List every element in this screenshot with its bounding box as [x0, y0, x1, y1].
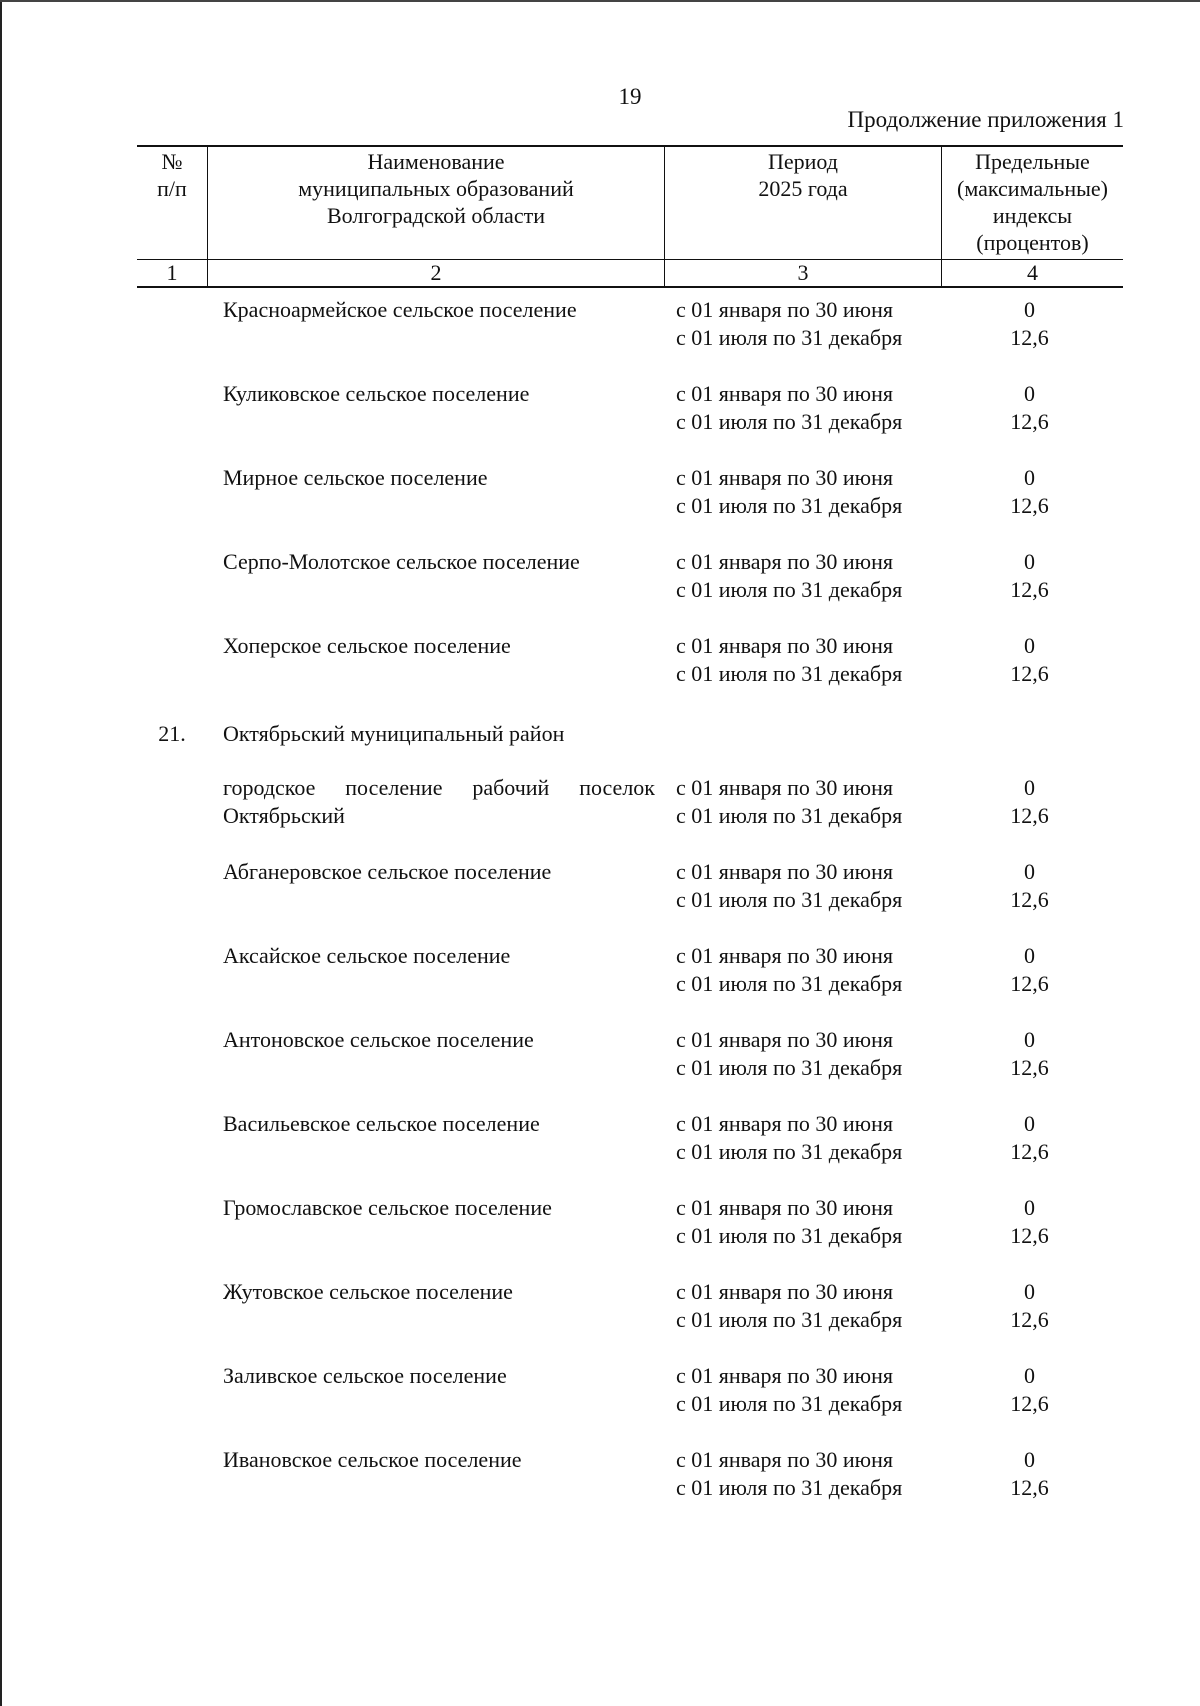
period-cell — [676, 1362, 952, 1418]
index-value: 0 — [1024, 1447, 1035, 1472]
index-value: 12,6 — [1010, 1055, 1049, 1080]
index-value: 0 — [1024, 859, 1035, 884]
index-value: 0 — [1024, 943, 1035, 968]
municipality-name: Октябрьский муниципальный район — [223, 721, 565, 746]
municipality-name: Хоперское сельское поселение — [223, 633, 511, 658]
period-line: с 01 июля по 31 декабря — [676, 887, 903, 912]
municipality-name: Серпо-Молотское сельское поселение — [223, 549, 580, 574]
header-col-name: Наименование муниципальных образований Волгоградской области — [208, 146, 665, 260]
index-value: 12,6 — [1010, 577, 1049, 602]
index-value: 0 — [1024, 1279, 1035, 1304]
period-line: с 01 июля по 31 декабря — [676, 1139, 903, 1164]
index-cell — [939, 774, 1120, 830]
period-line: с 01 июля по 31 декабря — [676, 971, 903, 996]
column-number: 4 — [942, 260, 1124, 288]
index-value: 12,6 — [1010, 1307, 1049, 1332]
municipality-name: Красноармейское сельское поселение — [223, 297, 577, 322]
index-value: 12,6 — [1010, 803, 1049, 828]
column-number: 2 — [208, 260, 665, 288]
period-line: с 01 июля по 31 декабря — [676, 325, 903, 350]
period-cell — [676, 1278, 952, 1334]
index-cell — [939, 1362, 1120, 1418]
index-cell — [939, 548, 1120, 604]
scan-left-edge — [0, 0, 2, 1706]
period-line: с 01 июля по 31 декабря — [676, 1391, 903, 1416]
period-line: с 01 июля по 31 декабря — [676, 577, 903, 602]
index-cell — [939, 1194, 1120, 1250]
period-line: с 01 января по 30 июня — [676, 775, 894, 800]
index-cell — [939, 464, 1120, 520]
municipality-name: Мирное сельское поселение — [223, 465, 488, 490]
period-line: с 01 января по 30 июня — [676, 1027, 894, 1052]
period-line: с 01 января по 30 июня — [676, 1195, 894, 1220]
index-value: 0 — [1024, 1027, 1035, 1052]
index-cell — [939, 632, 1120, 688]
index-cell — [939, 1110, 1120, 1166]
period-line: с 01 января по 30 июня — [676, 859, 894, 884]
period-line: с 01 января по 30 июня — [676, 465, 894, 490]
index-value: 12,6 — [1010, 325, 1049, 350]
header-col-index: Предельные (максимальные) индексы (процентов) — [942, 146, 1124, 260]
period-line: с 01 июля по 31 декабря — [676, 1223, 903, 1248]
period-cell — [676, 858, 952, 914]
index-value: 12,6 — [1010, 971, 1049, 996]
municipality-name: городское поселение рабочий поселок Октябрьский — [223, 775, 655, 828]
municipality-name: Ивановское сельское поселение — [223, 1447, 522, 1472]
index-value: 0 — [1024, 549, 1035, 574]
period-line: с 01 июля по 31 декабря — [676, 1307, 903, 1332]
header-col-period: Период 2025 года — [665, 146, 942, 260]
period-line: с 01 января по 30 июня — [676, 633, 894, 658]
municipality-name: Куликовское сельское поселение — [223, 381, 530, 406]
index-value: 12,6 — [1010, 493, 1049, 518]
municipality-name: Заливское сельское поселение — [223, 1363, 507, 1388]
period-cell — [676, 632, 952, 688]
period-line: с 01 января по 30 июня — [676, 381, 894, 406]
period-line: с 01 января по 30 июня — [676, 297, 894, 322]
index-cell — [939, 1278, 1120, 1334]
municipality-name: Абганеровское сельское поселение — [223, 859, 552, 884]
header-row — [137, 146, 1123, 260]
period-cell — [676, 1110, 952, 1166]
period-line: с 01 июля по 31 декабря — [676, 661, 903, 686]
index-value: 0 — [1024, 1195, 1035, 1220]
column-number: 3 — [665, 260, 942, 288]
period-line: с 01 июля по 31 декабря — [676, 1475, 903, 1500]
index-value: 12,6 — [1010, 661, 1049, 686]
index-value: 12,6 — [1010, 1223, 1049, 1248]
column-number-row — [137, 260, 1123, 288]
period-cell — [676, 1194, 952, 1250]
municipality-name: Антоновское сельское поселение — [223, 1027, 534, 1052]
header-col-number: № п/п — [137, 146, 208, 260]
index-value: 12,6 — [1010, 1139, 1049, 1164]
period-line: с 01 июля по 31 декабря — [676, 1055, 903, 1080]
index-cell — [939, 1026, 1120, 1082]
period-cell — [676, 296, 952, 352]
index-cell — [939, 1446, 1120, 1502]
index-value: 12,6 — [1010, 887, 1049, 912]
scan-top-edge — [0, 0, 1200, 2]
continuation-label: Продолжение приложения 1 — [847, 107, 1124, 132]
index-value: 0 — [1024, 633, 1035, 658]
index-value: 12,6 — [1010, 1391, 1049, 1416]
index-cell — [939, 380, 1120, 436]
index-value: 0 — [1024, 381, 1035, 406]
index-value: 0 — [1024, 1363, 1035, 1388]
index-value: 0 — [1024, 297, 1035, 322]
municipality-name: Васильевское сельское поселение — [223, 1111, 540, 1136]
period-cell — [676, 548, 952, 604]
municipality-name: Аксайское сельское поселение — [223, 943, 511, 968]
index-value: 0 — [1024, 775, 1035, 800]
period-line: с 01 января по 30 июня — [676, 549, 894, 574]
period-line: с 01 июля по 31 декабря — [676, 409, 903, 434]
column-number: 1 — [137, 260, 208, 288]
period-line: с 01 июля по 31 декабря — [676, 493, 903, 518]
period-line: с 01 января по 30 июня — [676, 943, 894, 968]
period-line: с 01 января по 30 июня — [676, 1363, 894, 1388]
period-cell — [676, 942, 952, 998]
period-cell — [676, 1446, 952, 1502]
index-value: 12,6 — [1010, 1475, 1049, 1500]
index-value: 12,6 — [1010, 409, 1049, 434]
municipality-name: Громославское сельское поселение — [223, 1195, 552, 1220]
period-line: с 01 июля по 31 декабря — [676, 803, 903, 828]
page-number: 19 — [618, 84, 642, 109]
index-value: 0 — [1024, 1111, 1035, 1136]
index-cell — [939, 296, 1120, 352]
index-cell — [939, 858, 1120, 914]
index-cell — [939, 942, 1120, 998]
period-line: с 01 января по 30 июня — [676, 1279, 894, 1304]
municipality-name: Жутовское сельское поселение — [223, 1279, 513, 1304]
period-cell — [676, 380, 952, 436]
period-cell — [676, 774, 952, 830]
index-value: 0 — [1024, 465, 1035, 490]
period-cell — [676, 1026, 952, 1082]
period-line: с 01 января по 30 июня — [676, 1447, 894, 1472]
period-cell — [676, 464, 952, 520]
table-header — [137, 145, 1123, 288]
row-number: 21. — [158, 721, 186, 746]
period-line: с 01 января по 30 июня — [676, 1111, 894, 1136]
